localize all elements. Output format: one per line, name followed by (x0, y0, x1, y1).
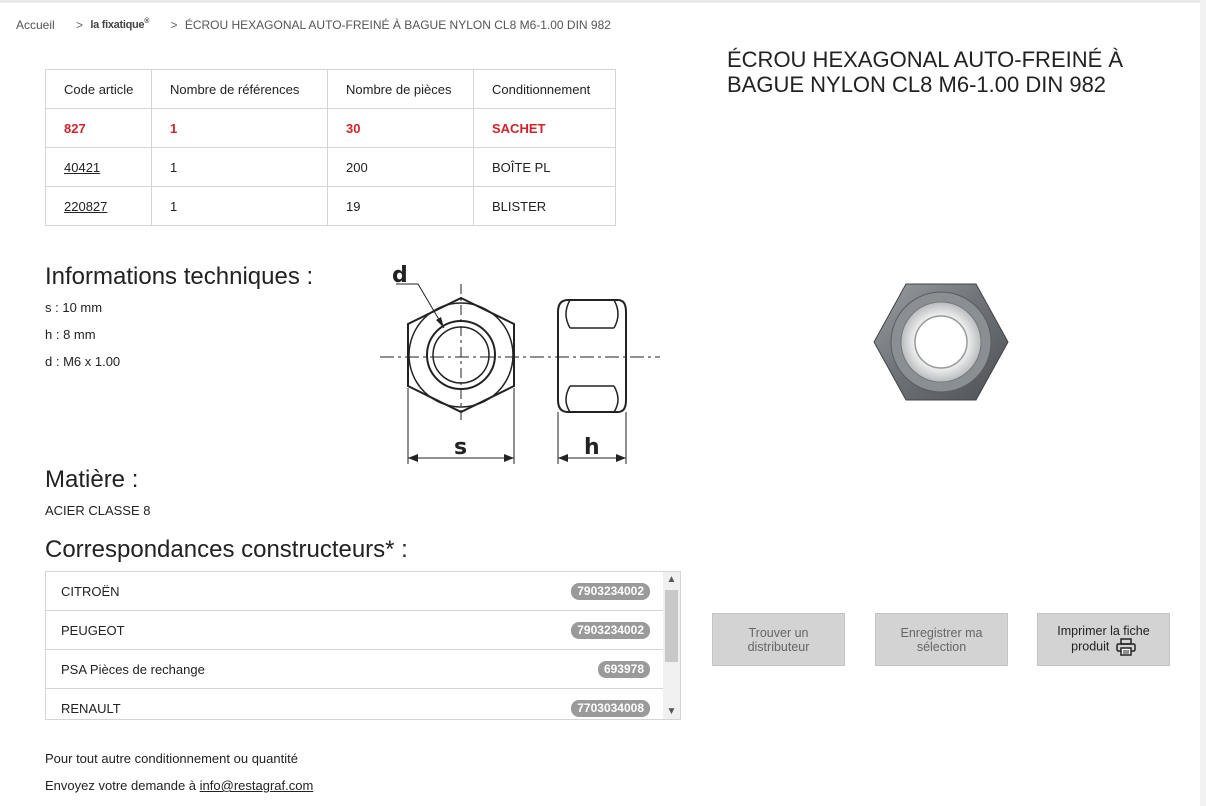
spec-d: d : M6 x 1.00 (45, 354, 121, 369)
print-sheet-label: Imprimer la fiche produit (1057, 623, 1150, 653)
scrollbar-thumb[interactable] (665, 590, 678, 662)
dim-d-leader (396, 284, 444, 328)
spec-h: h : 8 mm (45, 327, 96, 342)
side-view-bottom (566, 386, 618, 412)
top-border (0, 0, 1200, 3)
breadcrumb-separator: > (170, 17, 178, 32)
list-item (46, 611, 665, 650)
arrow-s-left (408, 454, 418, 462)
maker-ref-badge: 693978 (598, 661, 650, 678)
brand-logo-text: la fixatique (90, 19, 145, 32)
technical-drawing (378, 262, 668, 472)
header-conditionnement: Conditionnement (474, 70, 616, 109)
label-d: d (392, 263, 408, 288)
cell-refs: 1 (152, 109, 328, 148)
header-nombre-references: Nombre de références (152, 70, 328, 109)
side-view-outline (558, 300, 626, 412)
cell-pieces: 30 (328, 109, 474, 148)
cell-packaging: SACHET (474, 109, 616, 148)
label-h: h (584, 435, 600, 460)
printer-icon (1116, 638, 1136, 656)
window-edge (1200, 0, 1206, 806)
cell-pieces: 200 (328, 148, 474, 187)
article-code-link[interactable]: 220827 (64, 198, 108, 214)
list-item (46, 650, 665, 689)
tech-info-title: Informations techniques : (45, 263, 314, 290)
cell-code (46, 148, 152, 187)
correspondences-list[interactable] (45, 571, 681, 720)
cell-refs: 1 (152, 148, 328, 187)
maker-ref-badge: 7903234002 (571, 583, 650, 600)
side-view-top (566, 300, 618, 328)
print-sheet-content (1050, 624, 1158, 656)
scroll-up-arrow-icon[interactable]: ▲ (666, 574, 677, 585)
cell-code: 827 (46, 109, 152, 148)
save-selection-label: Enregistrer ma sélection (900, 625, 983, 654)
maker-ref-badge: 7703034008 (571, 700, 650, 717)
brand-registered-mark: ® (144, 18, 150, 26)
cell-refs: 1 (152, 187, 328, 226)
references-table (45, 69, 616, 226)
breadcrumb-current: ÉCROU HEXAGONAL AUTO-FREINÉ À BAGUE NYLON CL8 M6-1.00 DIN 982 (184, 17, 611, 32)
maker-name: CITROËN (61, 584, 120, 599)
product-title: ÉCROU HEXAGONAL AUTO-FREINÉ À BAGUE NYLON CL8 M6-1.00 DIN 982 (727, 47, 1124, 97)
breadcrumb-home[interactable]: Accueil (16, 17, 55, 32)
contact-email-link[interactable]: info@restagraf.com (199, 778, 314, 793)
article-code-link[interactable]: 40421 (64, 159, 101, 175)
breadcrumb-brand[interactable] (90, 18, 149, 31)
list-item (46, 689, 665, 720)
save-selection-button[interactable] (875, 613, 1008, 666)
header-code-article: Code article (46, 70, 152, 109)
material-value: ACIER CLASSE 8 (45, 503, 151, 518)
find-distributor-label: Trouver un distributeur (747, 625, 810, 654)
list-item (46, 572, 665, 611)
correspondences-title: Correspondances constructeurs* : (45, 536, 408, 563)
breadcrumb (16, 17, 611, 32)
table-row (46, 148, 616, 187)
arrow-s-right (504, 454, 514, 462)
arrow-d (436, 317, 444, 328)
find-distributor-button[interactable] (712, 613, 845, 666)
arrow-h-right (616, 454, 626, 462)
list-scrollbar[interactable] (663, 572, 680, 719)
cell-pieces: 19 (328, 187, 474, 226)
table-row (46, 187, 616, 226)
cell-packaging: BLISTER (474, 187, 616, 226)
label-s: s (454, 435, 468, 460)
table-row-selected[interactable] (46, 109, 616, 148)
footer-line-2 (45, 778, 313, 793)
material-title: Matière : (45, 466, 139, 493)
breadcrumb-separator: > (76, 17, 84, 32)
table-header-row (46, 70, 616, 109)
cell-code (46, 187, 152, 226)
maker-name: RENAULT (61, 701, 121, 716)
maker-name: PEUGEOT (61, 623, 125, 638)
scroll-down-arrow-icon[interactable]: ▼ (666, 706, 677, 717)
footer-prefix: Envoyez votre demande à (45, 778, 200, 793)
spec-s: s : 10 mm (45, 300, 103, 315)
print-sheet-button[interactable] (1037, 613, 1170, 666)
footer-line-1: Pour tout autre conditionnement ou quantité (45, 751, 298, 766)
maker-ref-badge: 7903234002 (571, 622, 650, 639)
product-photo (868, 278, 1013, 406)
arrow-h-left (558, 454, 568, 462)
maker-name: PSA Pièces de rechange (61, 662, 205, 677)
nut-hole (915, 316, 967, 368)
header-nombre-pieces: Nombre de pièces (328, 70, 474, 109)
cell-packaging: BOÎTE PL (474, 148, 616, 187)
